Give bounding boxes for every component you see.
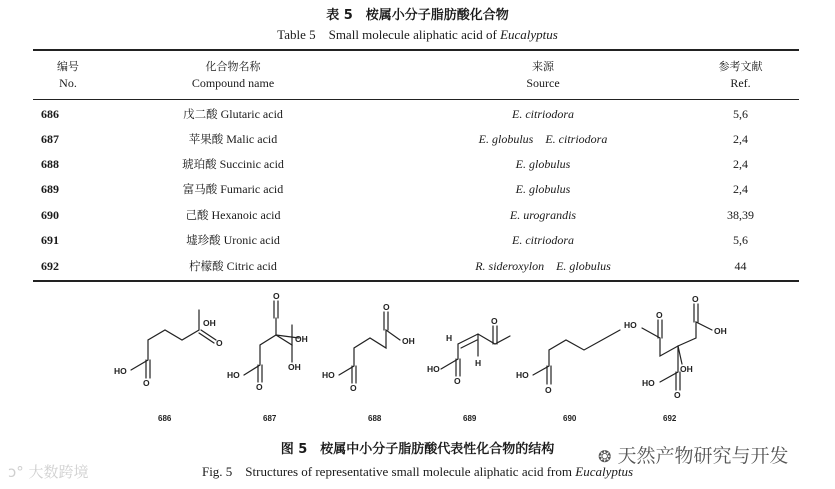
compound-source: E. citriodora — [512, 107, 574, 121]
compound-name-en: Hexanoic acid — [211, 208, 281, 222]
watermark-left — [8, 461, 89, 482]
compound-name-cn: 琥珀酸 — [182, 157, 217, 171]
table-caption-en — [0, 24, 835, 43]
watermark-right — [598, 441, 788, 468]
watermark-left-text: 大数跨境 — [28, 463, 89, 481]
atom-label: HO — [427, 364, 440, 374]
compound-name-cn: 戊二酸 — [183, 107, 218, 121]
compound-name-en: Glutaric acid — [220, 107, 283, 121]
atom-label: HO — [624, 320, 637, 330]
compound-ref: 2,4 — [733, 132, 748, 146]
structure-label: 688 — [368, 414, 382, 423]
structure-label: 690 — [563, 414, 577, 423]
compound-number: 687 — [41, 132, 59, 146]
table-top-rule — [33, 49, 799, 51]
atom-label: OH — [714, 326, 727, 336]
structures-figure — [0, 291, 835, 435]
compound-name-en: Uronic acid — [223, 233, 280, 247]
compound-ref: 38,39 — [727, 208, 754, 222]
compound-number: 689 — [41, 182, 59, 196]
compound-name — [118, 127, 348, 152]
atom-label: O — [545, 385, 552, 395]
atom-label: OH — [288, 362, 301, 372]
compound-number: 690 — [41, 208, 59, 222]
compound-name — [118, 152, 348, 177]
table-caption-en-genus: Eucalyptus — [500, 27, 558, 42]
compound-name — [118, 203, 348, 228]
table-row — [33, 177, 799, 202]
compound-name-en: Citric acid — [226, 259, 277, 273]
compound-source: R. sideroxylon E. globulus — [475, 259, 611, 273]
compound-number: 686 — [41, 107, 59, 121]
table-row — [33, 254, 799, 279]
header-source-cn: 来源 — [532, 60, 554, 73]
compound-name-cn: 富马酸 — [182, 182, 218, 196]
compound-name-cn: 己酸 — [185, 208, 209, 222]
atom-label: O — [273, 291, 280, 301]
compound-source: E. urograndis — [509, 208, 577, 222]
compound-number: 692 — [41, 259, 59, 273]
compound-name-cn: 苹果酸 — [188, 132, 224, 146]
atom-label: O — [674, 390, 681, 400]
atom-label: H — [475, 358, 482, 368]
structure-label: 687 — [263, 414, 277, 423]
compound-name-en: Malic acid — [226, 132, 278, 146]
compound-name — [118, 254, 348, 279]
compound-name — [118, 102, 348, 127]
header-name — [118, 59, 348, 91]
atom-label: O — [383, 302, 390, 312]
table-row — [33, 127, 799, 152]
compound-number: 688 — [41, 157, 59, 171]
compound-source: E. globulus — [515, 157, 571, 171]
compound-name-cn: 墟珍酸 — [186, 233, 221, 247]
table-header-rule — [33, 99, 799, 100]
compound-ref: 44 — [734, 259, 747, 273]
atom-label: O — [692, 294, 699, 304]
table-bottom-rule — [33, 280, 799, 282]
header-source — [433, 59, 653, 91]
compound-source: E. citriodora — [512, 233, 574, 247]
atom-label: HO — [516, 370, 529, 380]
atom-label: HO — [114, 366, 127, 376]
structure-label: 686 — [158, 414, 172, 423]
compound-name-en: Succinic acid — [219, 157, 284, 171]
atom-label: OH — [203, 318, 216, 328]
header-no-en: No. — [59, 76, 77, 90]
watermark-right-text: 天然产物研究与开发 — [617, 445, 789, 467]
figure-caption-en-genus: Eucalyptus — [575, 464, 634, 479]
compound-ref: 5,6 — [733, 107, 748, 121]
figure-caption-cn: 图 5 桉属中小分子脂肪酸代表性化合物的结构 — [280, 442, 555, 457]
header-ref-en: Ref. — [730, 76, 751, 90]
atom-label: HO — [322, 370, 335, 380]
table-caption-cn: 表 5 桉属小分子脂肪酸化合物 — [326, 8, 509, 23]
atom-label: OH — [295, 334, 308, 344]
wechat-icon: ❂ — [598, 447, 612, 466]
table-row — [33, 152, 799, 177]
atom-label: O — [256, 382, 263, 392]
atom-label: OH — [402, 336, 415, 346]
structure-690 — [533, 330, 620, 384]
atom-label: O — [454, 376, 461, 386]
atom-label: O — [350, 383, 357, 393]
table-caption-en-text: Table 5 Small molecule aliphatic acid of — [277, 27, 501, 42]
atom-label: O — [143, 378, 150, 388]
table-row — [33, 228, 799, 253]
atom-label: HO — [642, 378, 655, 388]
header-ref — [693, 59, 788, 91]
atom-label: O — [491, 316, 498, 326]
compound-name — [118, 177, 348, 202]
compound-name-cn: 柠檬酸 — [189, 259, 224, 273]
header-source-en: Source — [526, 76, 560, 90]
atom-label: H — [446, 333, 453, 343]
compound-ref: 5,6 — [733, 233, 748, 247]
header-no — [33, 59, 103, 91]
structure-688 — [339, 312, 400, 383]
structure-label: 689 — [463, 414, 477, 423]
compound-name-en: Fumaric acid — [220, 182, 284, 196]
header-name-en: Compound name — [191, 76, 275, 90]
table-row — [33, 203, 799, 228]
compound-source: E. globulus E. citriodora — [478, 132, 608, 146]
atom-label: O — [216, 338, 223, 348]
compound-ref: 2,4 — [733, 157, 748, 171]
compound-name — [118, 228, 348, 253]
compound-source: E. globulus — [515, 182, 571, 196]
watermark-logo-icon: ↄ° — [8, 463, 24, 481]
header-no-cn: 编号 — [57, 60, 79, 73]
compound-ref: 2,4 — [733, 182, 748, 196]
atom-label: O — [656, 310, 663, 320]
structure-label: 692 — [663, 414, 677, 423]
figure-caption-en-text: Fig. 5 Structures of representative small molecule aliphatic acid from — [201, 464, 576, 479]
header-ref-cn: 参考文献 — [718, 60, 763, 73]
atom-label: HO — [227, 370, 240, 380]
table-row — [33, 102, 799, 127]
compound-number: 691 — [41, 233, 59, 247]
header-name-cn: 化合物名称 — [205, 60, 261, 73]
atom-label: OH — [680, 364, 693, 374]
